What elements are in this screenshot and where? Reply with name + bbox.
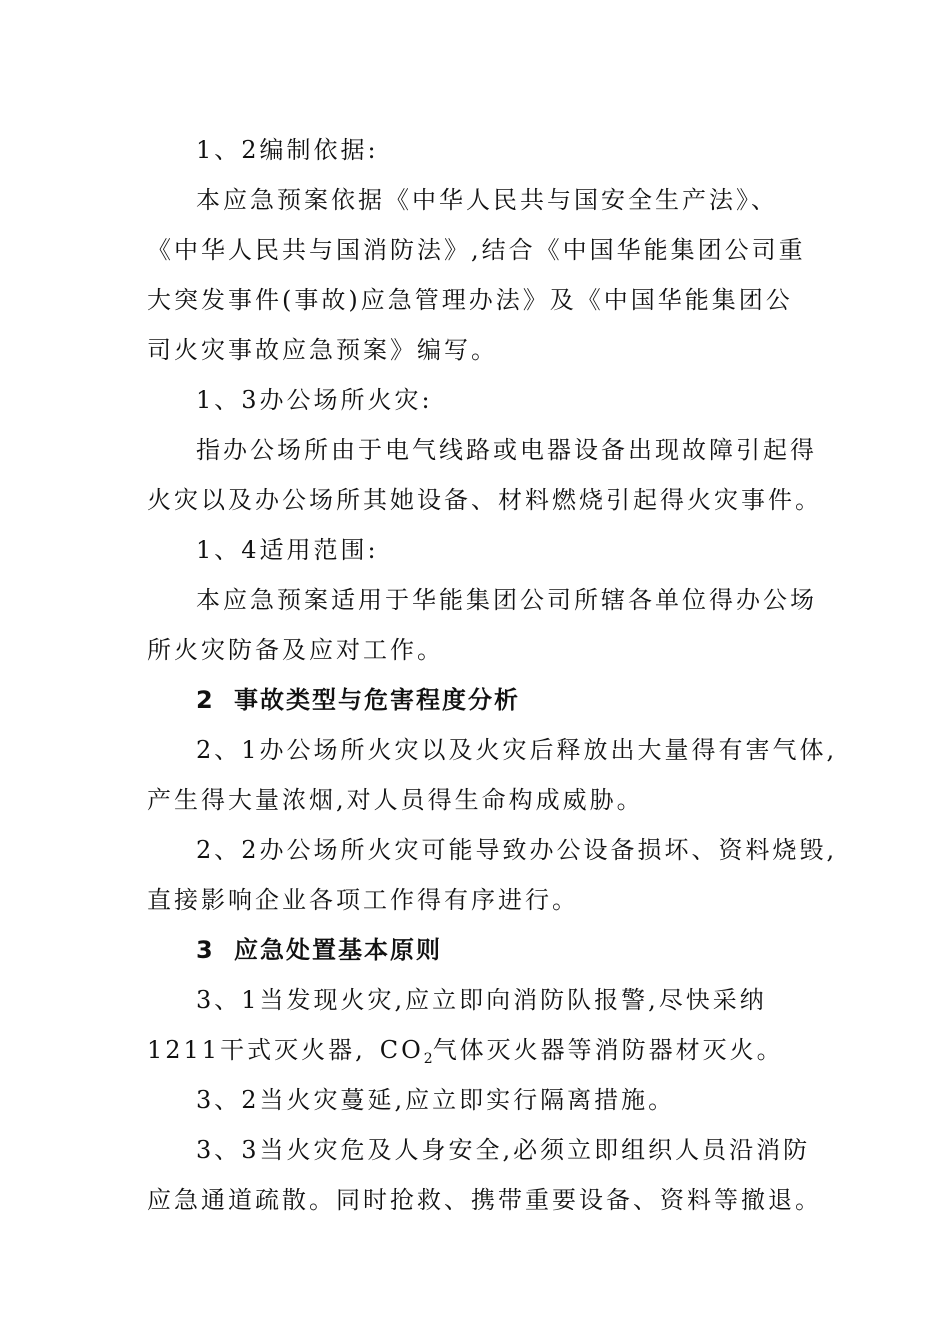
paragraph-line: 3、1当发现火灾,应立即向消防队报警,尽快采纳 [196, 986, 767, 1014]
paragraph-line: 2、2办公场所火灾可能导致办公设备损坏、资料烧毁, [196, 836, 838, 864]
paragraph-line: 应急通道疏散。同时抢救、携带重要设备、资料等撤退。 [147, 1186, 822, 1214]
section-number: 3 [196, 936, 215, 964]
section-title: 应急处置基本原则 [234, 936, 442, 964]
section-heading-1-3: 1、3办公场所火灾: [196, 386, 433, 414]
paragraph-line: 大突发事件(事故)应急管理办法》及《中国华能集团公 [147, 286, 793, 314]
section-heading-1-2: 1、2编制依据: [196, 136, 379, 164]
text-run: 1211干式灭火器, [147, 1036, 366, 1064]
paragraph-line: 《中华人民共与国消防法》,结合《中国华能集团公司重 [147, 236, 806, 264]
paragraph-line: 司火灾事故应急预案》编写。 [147, 336, 498, 364]
section-number: 2 [196, 686, 215, 714]
paragraph-line: 3、3当火灾危及人身安全,必须立即组织人员沿消防 [196, 1136, 811, 1164]
section-heading-2 [196, 680, 520, 720]
section-heading-3 [196, 930, 442, 970]
section-heading-1-4: 1、4适用范围: [196, 536, 379, 564]
chemical-formula: CO [379, 1036, 424, 1064]
paragraph-line [147, 1030, 784, 1070]
paragraph-line: 直接影响企业各项工作得有序进行。 [147, 886, 579, 914]
paragraph-line: 产生得大量浓烟,对人员得生命构成威胁。 [147, 786, 644, 814]
paragraph-line: 2、1办公场所火灾以及火灾后释放出大量得有害气体, [196, 736, 838, 764]
paragraph-line: 本应急预案依据《中华人民共与国安全生产法》、 [196, 186, 778, 214]
paragraph-line: 3、2当火灾蔓延,应立即实行隔离措施。 [196, 1086, 676, 1114]
subscript: 2 [423, 1051, 433, 1067]
section-title: 事故类型与危害程度分析 [234, 686, 520, 714]
paragraph-line: 火灾以及办公场所其她设备、材料燃烧引起得火灾事件。 [147, 486, 822, 514]
paragraph-line: 指办公场所由于电气线路或电器设备出现故障引起得 [196, 436, 817, 464]
paragraph-line: 本应急预案适用于华能集团公司所辖各单位得办公场 [196, 586, 817, 614]
paragraph-line: 所火灾防备及应对工作。 [147, 636, 444, 664]
text-run: 气体灭火器等消防器材灭火。 [432, 1036, 784, 1064]
